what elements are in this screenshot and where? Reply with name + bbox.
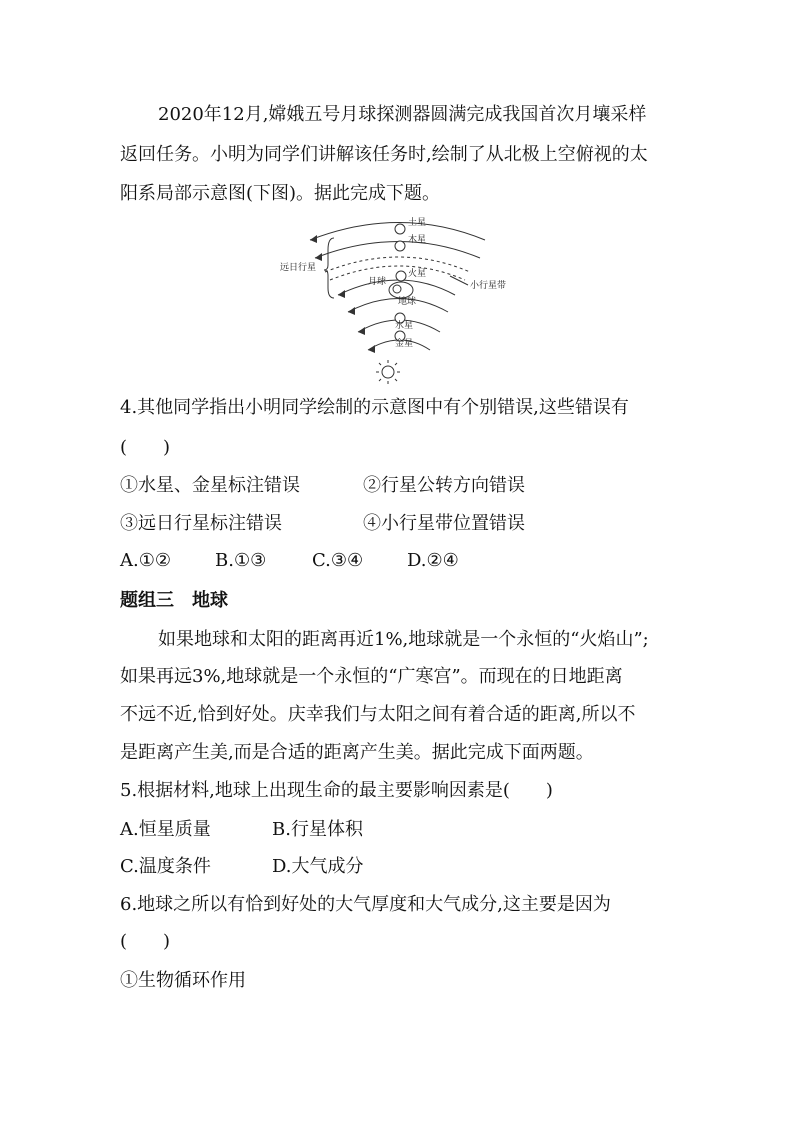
material-line-4: 是距离产生美,而是合适的距离产生美。据此完成下面两题。 [120,742,594,763]
q6-answer-blank: ( ) [120,931,171,952]
q6-item-1: ①生物循环作用 [120,970,246,991]
q4-item-3: ③远日行星标注错误 [120,513,282,534]
material-line-2: 如果再远3%,地球就是一个永恒的“广寒宫”。而现在的日地距离 [120,666,623,687]
q4-stem: 4.其他同学指出小明同学绘制的示意图中有个别错误,这些错误有 [120,397,629,418]
q4-item-2: ②行星公转方向错误 [363,475,525,496]
asteroid-belt-outer [325,257,470,272]
material-line-3: 不远不近,恰到好处。庆幸我们与太阳之间有着合适的距离,所以不 [120,704,636,725]
label-jupiter: 木星 [408,235,427,245]
label-outer-planets: 远日行星 [280,263,317,273]
section-heading: 题组三 地球 [120,590,228,611]
q5-choice-d: D.大气成分 [272,856,364,877]
intro-line-3: 阳系局部示意图(下图)。据此完成下题。 [120,183,441,204]
sun-icon [376,360,400,384]
label-asteroid-belt: 小行星带 [470,281,507,291]
q6-stem: 6.地球之所以有恰到好处的大气厚度和大气成分,这主要是因为 [120,894,611,915]
q5-stem: 5.根据材料,地球上出现生命的最主要影响因素是( ) [120,780,553,801]
label-mars: 火星 [408,269,427,279]
solar-system-diagram [270,210,530,385]
q4-item-4: ④小行星带位置错误 [363,513,525,534]
q4-choice-b: B.①③ [215,550,267,571]
q4-item-1: ①水星、金星标注错误 [120,475,300,496]
label-moon: 月球 [368,277,387,287]
saturn-planet [395,224,405,234]
label-mercury: 水星 [395,321,414,331]
q4-choice-c: C.③④ [312,550,364,571]
intro-line-1: 2020年12月,嫦娥五号月球探测器圆满完成我国首次月壤采样 [158,104,647,125]
label-saturn: 土星 [408,218,427,228]
label-earth: 地球 [398,297,417,307]
q5-choice-a: A.恒星质量 [120,819,211,840]
q4-choice-a: A.①② [120,550,171,571]
q5-choice-b: B.行星体积 [272,819,363,840]
intro-line-2: 返回任务。小明为同学们讲解该任务时,绘制了从北极上空俯视的太 [120,144,648,165]
q5-choice-c: C.温度条件 [120,856,211,877]
mars-planet [396,271,406,281]
q4-choice-d: D.②④ [407,550,459,571]
earth-planet [393,285,401,293]
material-line-1: 如果地球和太阳的距离再近1%,地球就是一个永恒的“火焰山”; [158,629,649,650]
outer-planets-brace [324,238,334,298]
jupiter-planet [395,241,405,251]
label-venus: 金星 [395,339,414,349]
q4-answer-blank: ( ) [120,437,171,458]
